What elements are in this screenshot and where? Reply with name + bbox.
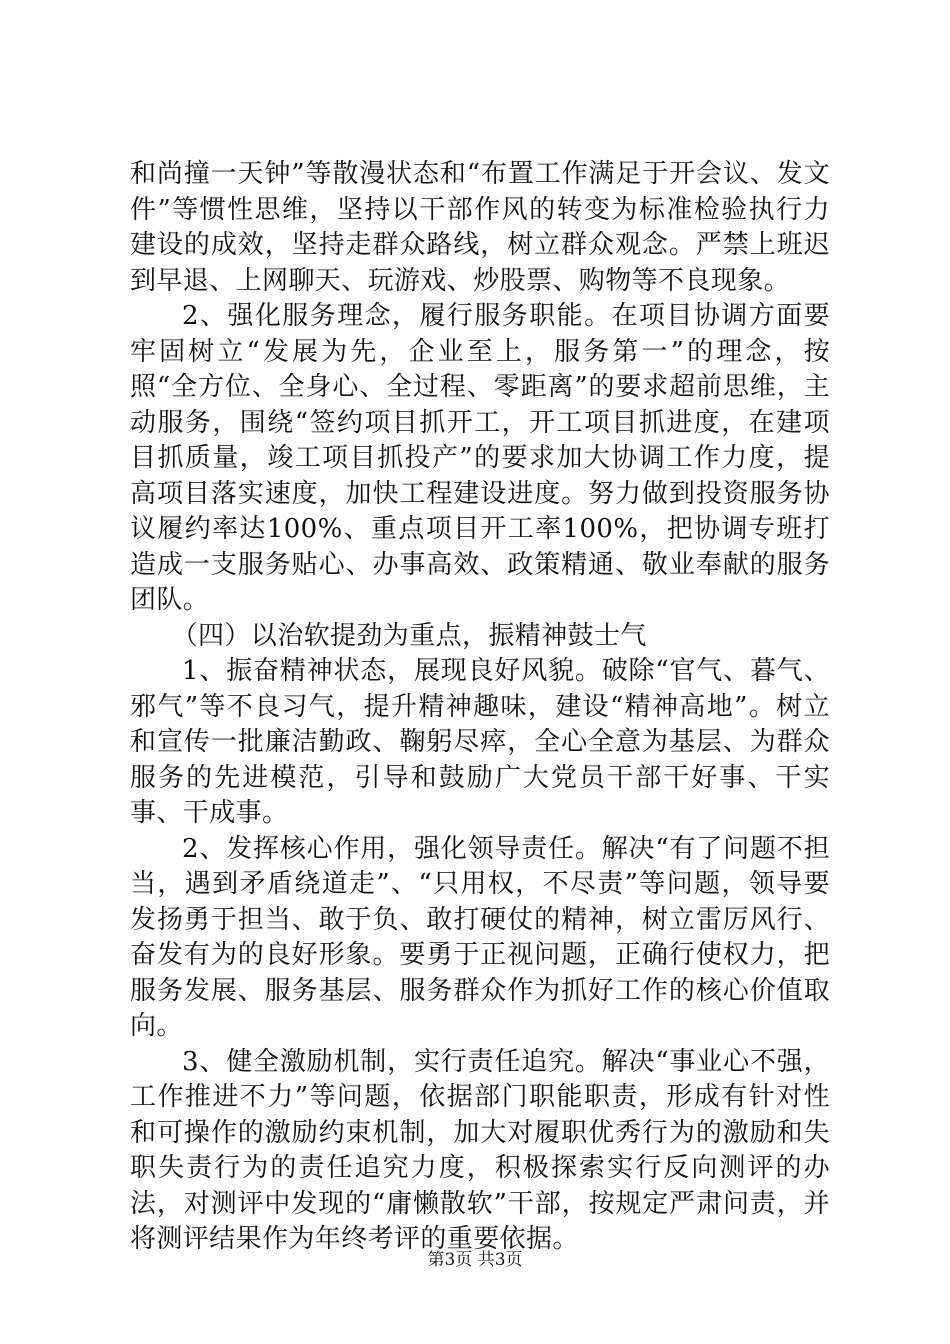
section-heading-four: （四）以治软提劲为重点，振精神鼓士气 xyxy=(171,620,647,651)
paragraph-core-role: 2、发挥核心作用，强化领导责任。解决“有了问题不担当，遇到矛盾绕道走”、“只用权，不尽责”等问题，领导要发扬勇于担当、敢于负、敢打硬仗的精神，树立雷厉风行、奋发有为的良好形象。要勇于正视问题，正确行使权力，把服务发展、服务基层、服务群众作为抓好工作的核心价值取向。 xyxy=(130,833,830,1041)
paragraph-spirit-state: 1、振奋精神状态，展现良好风貌。破除“官气、暮气、邪气”等不良习气，提升精神趣味，建设“精神高地”。树立和宣传一批廉洁勤政、鞠躬尽瘁，全心全意为基层、为群众服务的先进模范，引导和鼓励广大党员干部干好事、干实事、干成事。 xyxy=(130,656,830,828)
paragraph-service-concept: 2、强化服务理念，履行服务职能。在项目协调方面要牢固树立“发展为先，企业至上，服务第一”的理念，按照“全方位、全身心、全过程、零距离”的要求超前思维，主动服务，围绕“签约项目抓开工，开工项目抓进度，在建项目抓质量，竣工项目抓投产”的要求加大协调工作力度，提高项目落实速度，加快工程建设进度。努力做到投资服务协议履约率达100%、重点项目开工率100%，把协调专班打造成一支服务贴心、办事高效、政策精通、敬业奉献的服务团队。 xyxy=(130,301,830,615)
page-number-footer: 第3页 共3页 xyxy=(427,1250,523,1270)
paragraph-incentive-mechanism: 3、健全激励机制，实行责任追究。解决“事业心不强，工作推进不力”等问题，依据部门职能职责，形成有针对性和可操作的激励约束机制，加大对履职优秀行为的激励和失职失责行为的责任追究力度，积极探索实行反向测评的办法，对测评中发现的“庸懒散软”干部，按规定严肃问责，并将测评结果作为年终考评的重要依据。 xyxy=(130,1046,830,1254)
paragraph-continuation: 和尚撞一天钟”等散漫状态和“布置工作满足于开会议、发文件”等惯性思维，坚持以干部作风的转变为标准检验执行力建设的成效，坚持走群众路线，树立群众观念。严禁上班迟到早退、上网聊天、玩游戏、炒股票、购物等不良现象。 xyxy=(130,159,830,296)
document-body xyxy=(130,157,830,1258)
